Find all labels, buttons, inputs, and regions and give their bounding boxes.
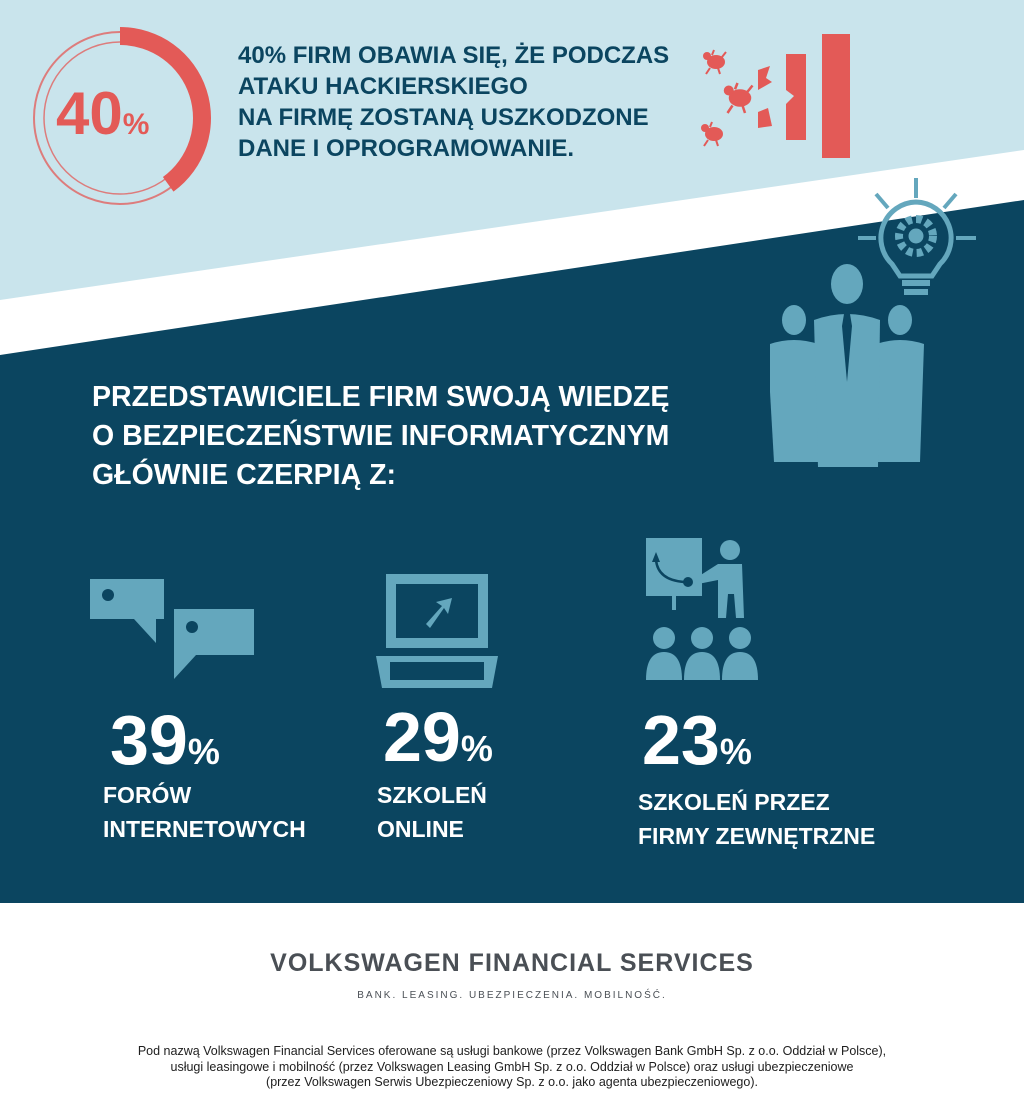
stat-online-label: SZKOLEŃ ONLINE <box>377 782 487 842</box>
section-heading <box>92 378 772 495</box>
laptop-icon <box>376 572 498 690</box>
disclaimer-line: Pod nazwą Volkswagen Financial Services oferowane są usługi bankowe (przez Volkswagen Bank GmbH Sp. z o.o. Oddział w Polsce), <box>137 1044 887 1058</box>
disclaimer-line: usługi leasingowe i mobilność (przez Volkswagen Leasing GmbH Sp. z o.o. Oddział w Polsce) oraz usługi ubezpieczeniowe <box>170 1059 854 1074</box>
top-statement-line: ATAKU HACKIERSKIEGO <box>238 73 528 100</box>
top-statement-line: NA FIRMĘ ZOSTANĄ USZKODZONE <box>238 104 649 131</box>
bug-icon <box>724 83 753 113</box>
stat-online-number: 29% <box>383 698 493 776</box>
stat-external-label: SZKOLEŃ PRZEZ FIRMY ZEWNĘTRZNE <box>638 789 876 849</box>
big-percentage: 40% <box>56 80 150 147</box>
brand-name: VOLKSWAGEN FINANCIAL SERVICES <box>270 949 754 977</box>
section-heading-line: GŁÓWNIE CZERPIĄ Z: <box>92 459 396 491</box>
top-statement-line: 40% FIRM OBAWIA SIĘ, ŻE PODCZAS <box>238 42 670 69</box>
business-people-icon <box>762 262 942 472</box>
bug-attack-icon <box>698 30 858 160</box>
disclaimer-line: (przez Volkswagen Serwis Ubezpieczeniowy Sp. z o.o. jako agenta ubezpieczeniowego). <box>266 1075 758 1089</box>
stat-forum-label: FORÓW INTERNETOWYCH <box>103 782 306 842</box>
presentation-icon <box>644 534 760 680</box>
stat-external-number: 23% <box>642 701 752 779</box>
broken-bars-icon <box>758 34 850 158</box>
bug-icon <box>703 50 726 74</box>
top-statement <box>238 40 708 164</box>
stat-forum-number: 39% <box>110 701 220 779</box>
section-heading-line: PRZEDSTAWICIELE FIRM SWOJĄ WIEDZĘ <box>92 381 670 413</box>
section-heading-line: O BEZPIECZEŃSTWIE INFORMATYCZNYM <box>92 420 670 452</box>
person-right <box>876 305 924 462</box>
top-statement-line: DANE I OPROGRAMOWANIE. <box>238 135 575 162</box>
brand-tagline: BANK. LEASING. UBEZPIECZENIA. MOBILNOŚĆ. <box>357 990 667 1001</box>
disclaimer <box>60 1044 964 1091</box>
speech-bubbles-icon <box>90 575 254 681</box>
person-left <box>770 305 818 462</box>
bug-icon <box>701 122 723 146</box>
